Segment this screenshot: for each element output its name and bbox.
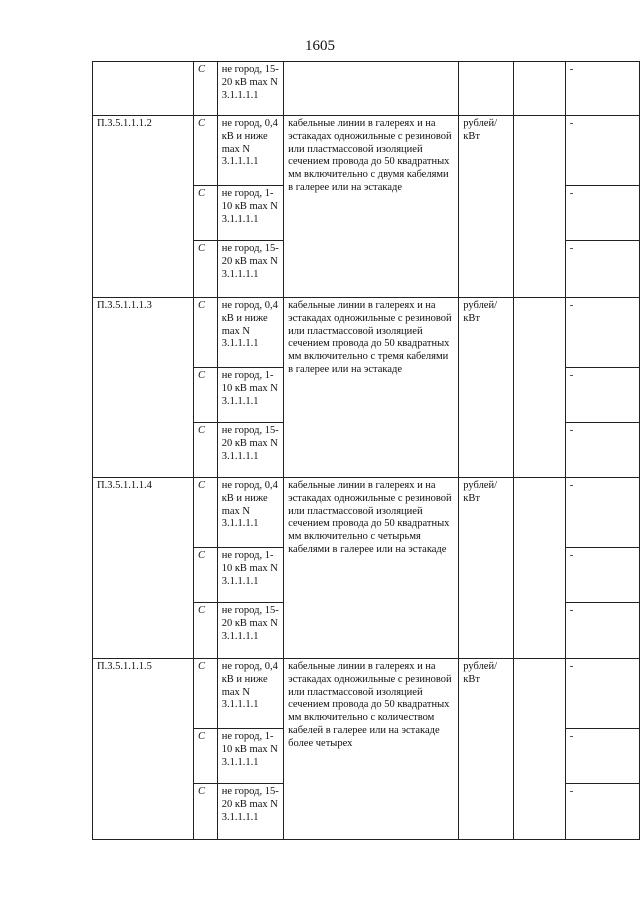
category-cell: C: [193, 423, 217, 478]
code-cell: П.3.5.1.1.1.4: [93, 478, 194, 659]
voltage-cell: не город, 15-20 кВ max N 3.1.1.1.1: [217, 784, 283, 840]
category-cell: C: [193, 298, 217, 368]
voltage-cell: не город, 0,4 кВ и ниже max N 3.1.1.1.1: [217, 478, 283, 548]
table-row: [93, 659, 640, 729]
page-number: 1605: [305, 38, 335, 54]
voltage-cell: не город, 15-20 кВ max N 3.1.1.1.1: [217, 603, 283, 659]
unit-cell: [459, 62, 514, 116]
voltage-cell: не город, 15-20 кВ max N 3.1.1.1.1: [217, 423, 283, 478]
rate-cell: -: [565, 423, 639, 478]
category-cell: C: [193, 478, 217, 548]
voltage-cell: не город, 1-10 кВ max N 3.1.1.1.1: [217, 548, 283, 603]
description-cell: кабельные линии в галереях и на эстакадах одножильные с резиновой или пластмассовой изоляцией сечением провода до 50 квадратных мм включительно с двумя кабелями в галерее или на эстакаде: [284, 116, 459, 298]
description-cell: [284, 62, 459, 116]
unit-cell: рублей/ кВт: [459, 478, 514, 659]
code-cell: П.3.5.1.1.1.3: [93, 298, 194, 478]
category-cell: C: [193, 186, 217, 241]
description-cell: кабельные линии в галереях и на эстакадах одножильные с резиновой или пластмассовой изоляцией сечением провода до 50 квадратных мм включительно с тремя кабелями в галерее или на эстакаде: [284, 298, 459, 478]
table-row: [93, 116, 640, 186]
rate-cell: -: [565, 784, 639, 840]
category-cell: C: [193, 241, 217, 298]
rate-cell: -: [565, 478, 639, 548]
value-cell: [513, 659, 565, 840]
table-row: [93, 62, 640, 116]
table-row: [93, 478, 640, 548]
description-cell: кабельные линии в галереях и на эстакадах одножильные с резиновой или пластмассовой изоляцией сечением провода до 50 квадратных мм включительно с четырьмя кабелями в галерее или на эстакаде: [284, 478, 459, 659]
category-cell: C: [193, 368, 217, 423]
category-cell: C: [193, 116, 217, 186]
voltage-cell: не город, 1-10 кВ max N 3.1.1.1.1: [217, 729, 283, 784]
unit-cell: рублей/ кВт: [459, 116, 514, 298]
category-cell: C: [193, 603, 217, 659]
rate-cell: -: [565, 603, 639, 659]
rate-cell: -: [565, 659, 639, 729]
category-cell: C: [193, 659, 217, 729]
tariff-table: [92, 61, 640, 840]
category-cell: C: [193, 62, 217, 116]
code-cell: П.3.5.1.1.1.5: [93, 659, 194, 840]
voltage-cell: не город, 0,4 кВ и ниже max N 3.1.1.1.1: [217, 659, 283, 729]
voltage-cell: не город, 0,4 кВ и ниже max N 3.1.1.1.1: [217, 116, 283, 186]
rate-cell: -: [565, 368, 639, 423]
rate-cell: -: [565, 241, 639, 298]
unit-cell: рублей/ кВт: [459, 659, 514, 840]
rate-cell: -: [565, 548, 639, 603]
description-cell: кабельные линии в галереях и на эстакадах одножильные с резиновой или пластмассовой изоляцией сечением провода до 50 квадратных мм включительно с количеством кабелей в галерее или на эстакаде более четырех: [284, 659, 459, 840]
category-cell: C: [193, 729, 217, 784]
rate-cell: -: [565, 186, 639, 241]
value-cell: [513, 116, 565, 298]
rate-cell: -: [565, 298, 639, 368]
category-cell: C: [193, 784, 217, 840]
value-cell: [513, 298, 565, 478]
rate-cell: -: [565, 729, 639, 784]
value-cell: [513, 62, 565, 116]
rate-cell: -: [565, 116, 639, 186]
category-cell: C: [193, 548, 217, 603]
rate-cell: -: [565, 62, 639, 116]
voltage-cell: не город, 1-10 кВ max N 3.1.1.1.1: [217, 186, 283, 241]
code-cell: [93, 62, 194, 116]
voltage-cell: не город, 15-20 кВ max N 3.1.1.1.1: [217, 241, 283, 298]
voltage-cell: не город, 15-20 кВ max N 3.1.1.1.1: [217, 62, 283, 116]
voltage-cell: не город, 1-10 кВ max N 3.1.1.1.1: [217, 368, 283, 423]
code-cell: П.3.5.1.1.1.2: [93, 116, 194, 298]
unit-cell: рублей/ кВт: [459, 298, 514, 478]
value-cell: [513, 478, 565, 659]
voltage-cell: не город, 0,4 кВ и ниже max N 3.1.1.1.1: [217, 298, 283, 368]
table-row: [93, 298, 640, 368]
